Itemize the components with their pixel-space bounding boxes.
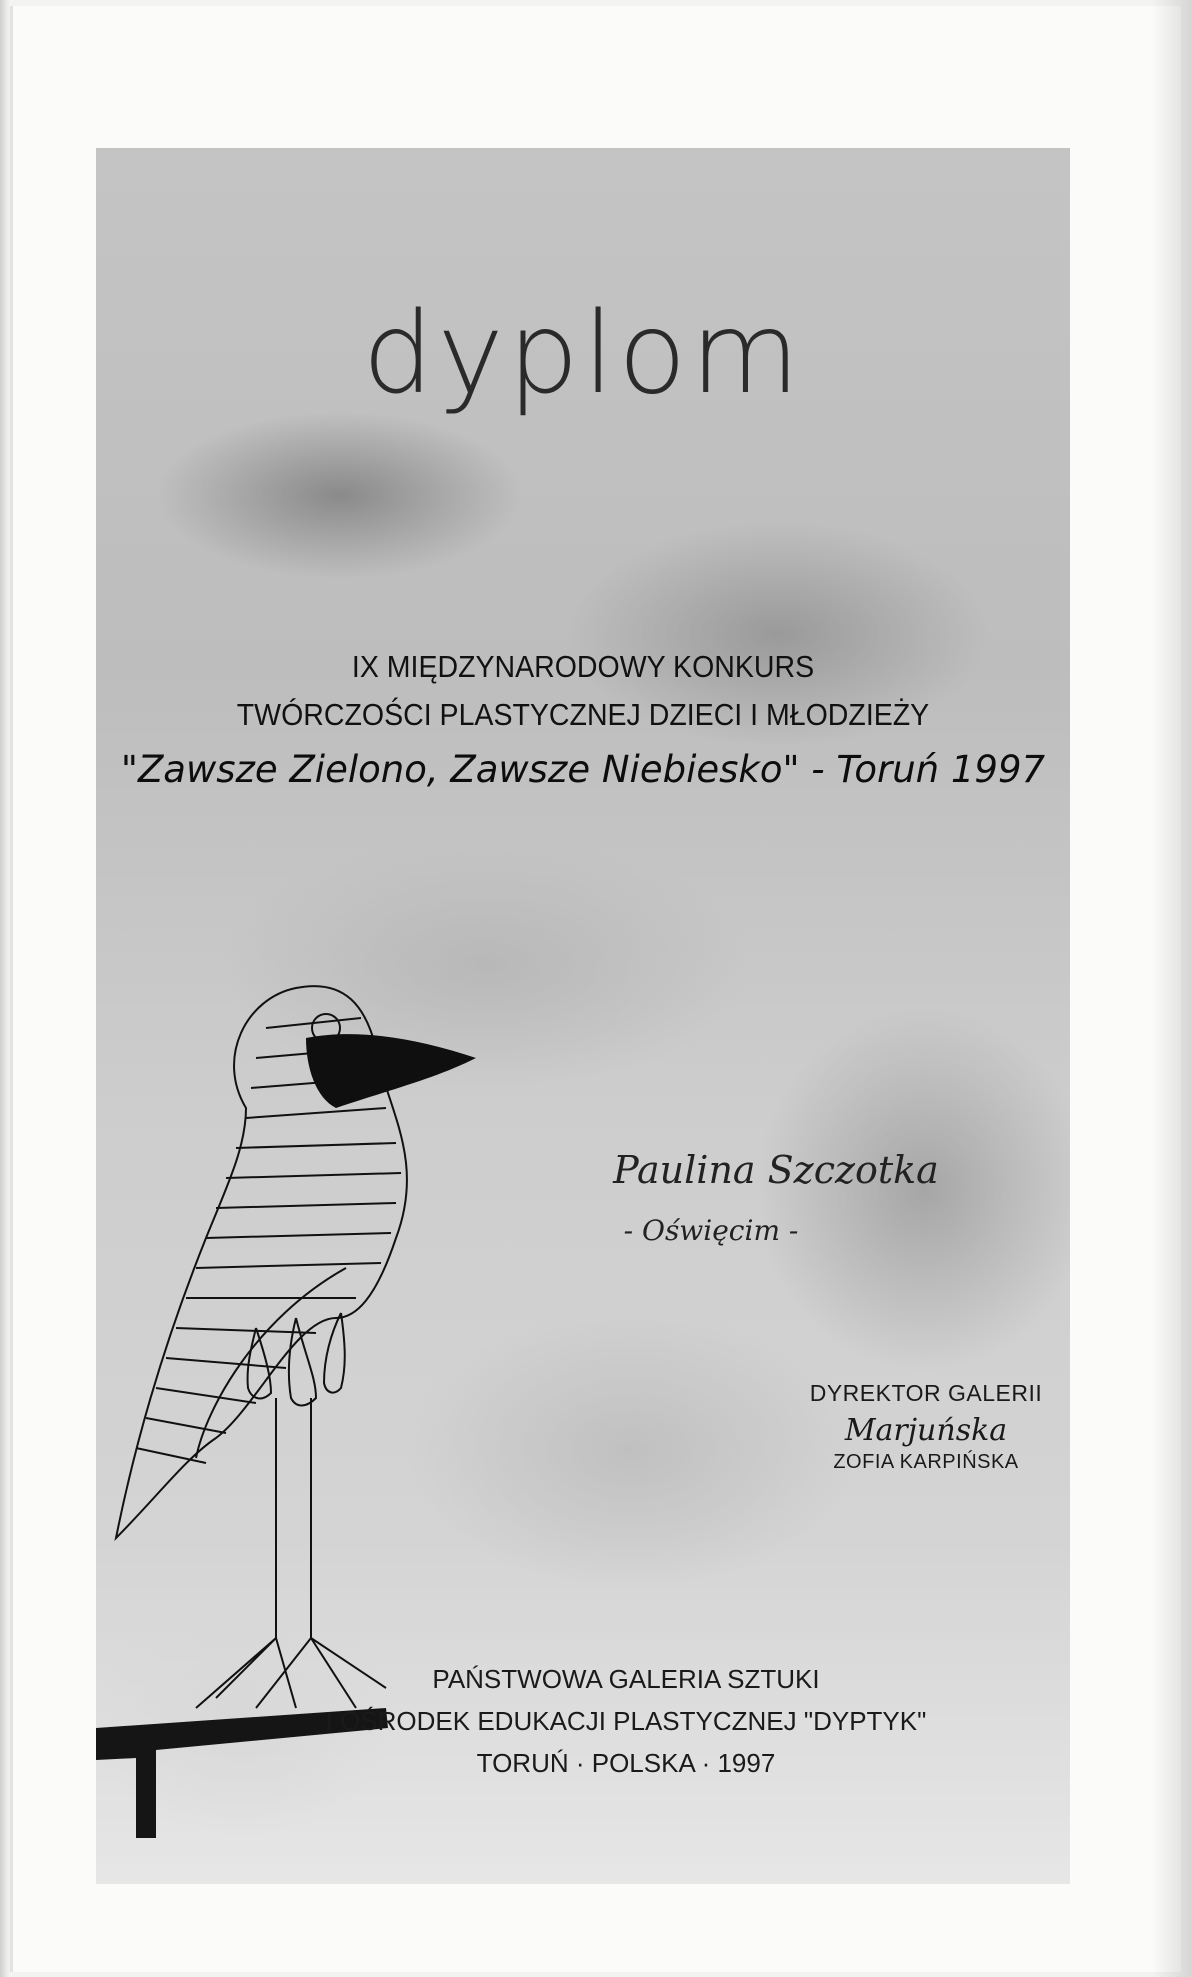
organizer-block bbox=[226, 1658, 1026, 1784]
laureate-block bbox=[516, 1148, 1036, 1247]
contest-line-2: TWÓRCZOŚCI PLASTYCZNEJ DZIECI I MŁODZIEŻY bbox=[236, 697, 930, 732]
bird-beak-icon bbox=[306, 1034, 476, 1108]
director-signature: Marjuńska bbox=[844, 1413, 1008, 1448]
diploma-title: dyplom bbox=[362, 289, 804, 419]
organizer-line-1: PAŃSTWOWA GALERIA SZTUKI bbox=[432, 1664, 820, 1694]
organizer-line-2: I OŚRODEK EDUKACJI PLASTYCZNEJ "DYPTYK" bbox=[325, 1706, 927, 1736]
organizer-line-3: TORUŃ · POLSKA · 1997 bbox=[476, 1748, 776, 1778]
contest-motto: "Zawsze Zielono, Zawsze Niebiesko" - Toruń 1997 bbox=[120, 748, 1046, 791]
director-title: DYREKTOR GALERII bbox=[809, 1380, 1043, 1406]
laureate-city: - Oświęcim - bbox=[623, 1214, 799, 1247]
director-name: ZOFIA KARPIŃSKA bbox=[833, 1451, 1019, 1473]
page-shadow bbox=[1152, 0, 1192, 1977]
diploma-card bbox=[96, 148, 1070, 1884]
laureate-name: Paulina Szczotka bbox=[613, 1148, 939, 1192]
contest-line-1: IX MIĘDZYNARODOWY KONKURS bbox=[351, 649, 815, 684]
contest-heading bbox=[96, 643, 1070, 801]
director-block bbox=[786, 1380, 1066, 1474]
